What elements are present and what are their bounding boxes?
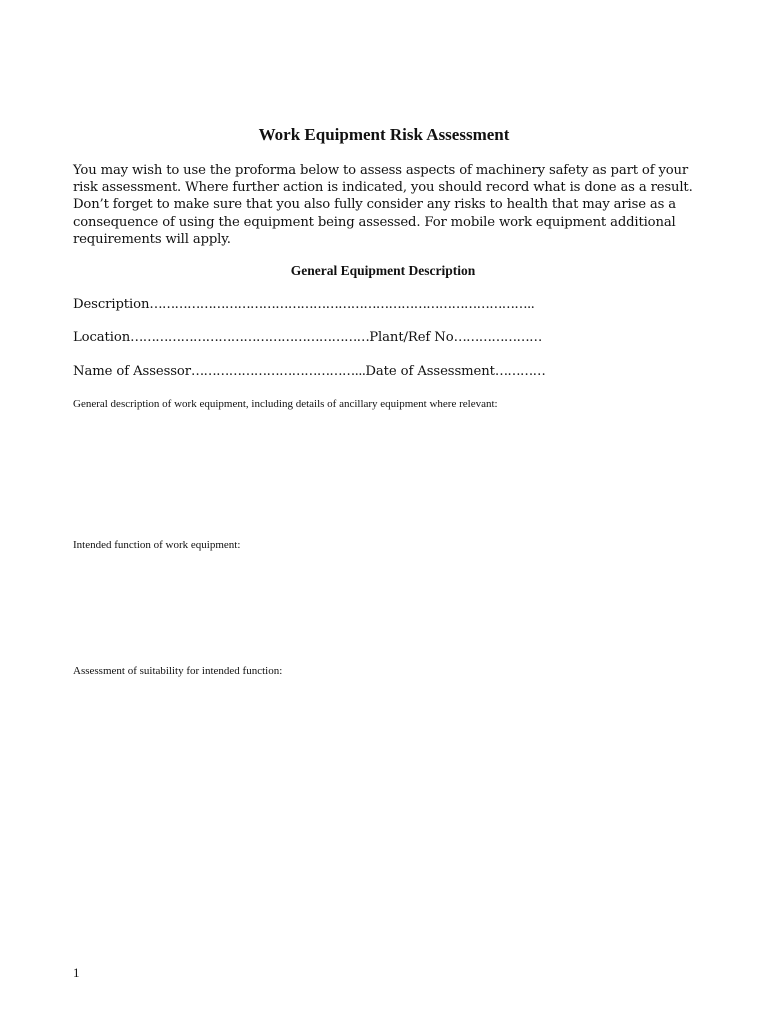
description-field-line <box>73 296 534 314</box>
section-heading: General Equipment Description <box>290 263 476 278</box>
plant-ref-label: Plant/Ref No <box>369 330 454 345</box>
page-number: 1 <box>73 965 80 980</box>
description-label: Description <box>73 297 150 312</box>
assessor-field-line <box>73 363 545 381</box>
location-field-line <box>73 329 542 347</box>
date-label: Date of Assessment <box>365 364 495 379</box>
suitability-prompt: Assessment of suitability for intended function: <box>73 665 283 677</box>
document-title: Work Equipment Risk Assessment <box>258 125 510 144</box>
location-label: Location <box>73 330 131 345</box>
description-fill-dots[interactable]: ……………………………………………………………………………….. <box>149 297 535 312</box>
date-fill-dots[interactable]: ………… <box>494 364 546 379</box>
location-fill-dots[interactable]: ………………………………………………… <box>130 330 370 345</box>
intro-paragraph: You may wish to use the proforma below to assess aspects of machinery safety as part of your risk assessment. Where further action is indicated, you should record what is done as a result. Don’t forget to make sure that you also fully consider any risks to health that may arise as a consequence of using the equipment being assessed. For mobile work equipment additional requirements will apply. <box>73 163 693 247</box>
general-description-prompt: General description of work equipment, including details of ancillary equipment where relevant: <box>73 398 498 410</box>
plant-ref-fill-dots[interactable]: ………………… <box>453 330 542 345</box>
assessor-label: Name of Assessor <box>73 364 191 379</box>
intended-function-prompt: Intended function of work equipment: <box>73 539 241 551</box>
assessor-fill-dots[interactable]: …………………………………... <box>190 364 366 379</box>
